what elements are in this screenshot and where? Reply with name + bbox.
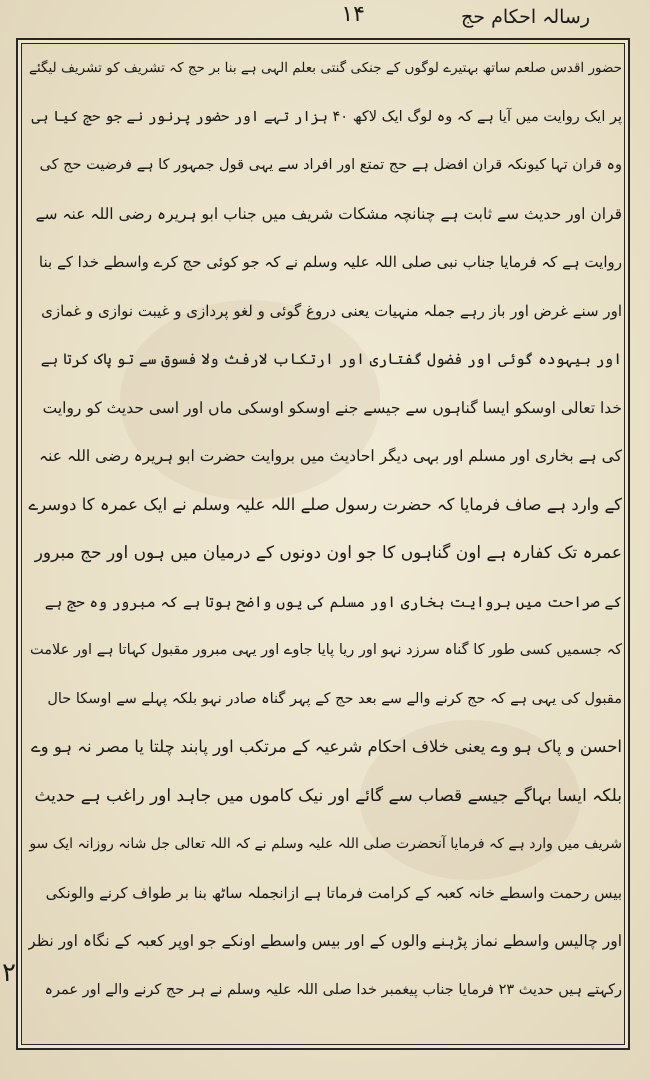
text-line: رکہتے ہیں حدیث ۲۳ فرمایا جناب پیغمبر خدا صلی اللہ علیہ وسلم نے ہر حج کرنے والے اور عمرہ [44, 981, 622, 998]
margin-mark: ۲ [2, 958, 16, 988]
text-line: قران اور حدیث سے ثابت ہے چنانچہ مشکات شریف میں جناب ابو ہریرہ رضی اللہ عنہ سے [35, 204, 622, 223]
text-line: شریف میں وارد ہے کہ فرمایا آنحضرت صلی اللہ علیہ وسلم نے کہ اللہ تعالی جل شانہ روزانہ ایک سو [29, 836, 622, 852]
text-line: وہ قران تہا کیونکہ قران افضل ہے حج تمتع اور افراد سے یہی قول جمہور کا ہے فرضیت حج کی [39, 157, 622, 173]
text-line: کے وارد ہے صاف فرمایا کہ حضرت رسول صلے اللہ علیہ وسلم نے ایک عمرہ کا دوسرے [28, 494, 622, 514]
text-line: بیس رحمت واسطے خانہ کعبہ کے کرامت فرماتا ہے ازانجملہ ساٹھ بنا بر طواف کرنے والونکی [45, 883, 622, 902]
text-line: مقبول کی یہی ہے کہ حج کرنے والے سے بعد حج کے پہر گناہ صادر نہو بلکہ پہلے سے اوسکا حال [47, 690, 622, 707]
text-line: اور بیہودہ گوئی اور فضول گفتاری اور ارتکاب لارفث ولا فسوق سے تو پاک کرتا ہے [40, 350, 622, 368]
text-line: کی ہے بخاری اور مسلم اور بہی دیگر احادیث میں بروایت حضرت ابو ہریرہ رضی اللہ عنہ [39, 447, 622, 465]
page-header [18, 2, 590, 34]
body-text [28, 44, 622, 1014]
text-line: حضور اقدس صلعم ساتھ بہتیرے لوگوں کے جنکی گنتی بعلم الہی ہے بنا بر حج کہ تشریف کو تشریف لیگئے [29, 60, 622, 76]
text-line: بلکہ ایسا بہاگے جیسے قصاب سے گائے اور نیک کاموں میں جاہد اور راغب ہے حدیث [34, 785, 622, 806]
text-line: اور سنے غرض اور باز رہے جملہ منہیات یعنی دروغ گوئی و لغو پردازی و غیبت نوازی و غمازی [41, 301, 622, 320]
text-line: خدا تعالی اوسکو ایسا گناہوں سے جیسے جنے اوسکو اوسکی ماں اور اسی حدیث کو روایت [42, 398, 622, 417]
text-line: کے صراحت میں بروایت بخاری اور مسلم کی یوں واضح ہوتا ہے کہ مبرور وہ حج ہے [44, 592, 622, 611]
text-line: پر ایک روایت میں آیا ہے کہ وہ لوگ ایک لاکھ ۴۰ ہزار تہے اور حضور پرنور نے جو حج کیا ہی [31, 108, 622, 125]
text-line: احسن و پاک ہو وے یعنی خلاف احکام شرعیہ کے مرتکب اور پابند چلتا یا مصر نہ ہو وے [30, 737, 622, 756]
running-title: رسالہ احکام حج [461, 6, 590, 28]
text-line: روایت ہے کہ فرمایا جناب نبی صلی اللہ علیہ وسلم نے کہ جو کوئی حج کرے واسطے خدا کے بنا [38, 253, 622, 271]
page-number: ۱۴ [341, 2, 365, 27]
text-line: اور چالیس واسطے نماز پڑہنے والوں کے اور بیس واسطے اونکے جو اوپر کعبہ کے نگاہ اور نظر [28, 932, 622, 950]
text-line: عمرہ تک کفارہ ہے اون گناہوں کا جو اون دونوں کے درمیان میں ہوں اور حج مبرور [34, 543, 622, 563]
text-line: کہ جسمیں کسی طور کا گناہ سرزد نہو اور ریا پایا جاوے اور یہی مبرور مقبول کہاتا ہے اور علامت [30, 642, 622, 658]
